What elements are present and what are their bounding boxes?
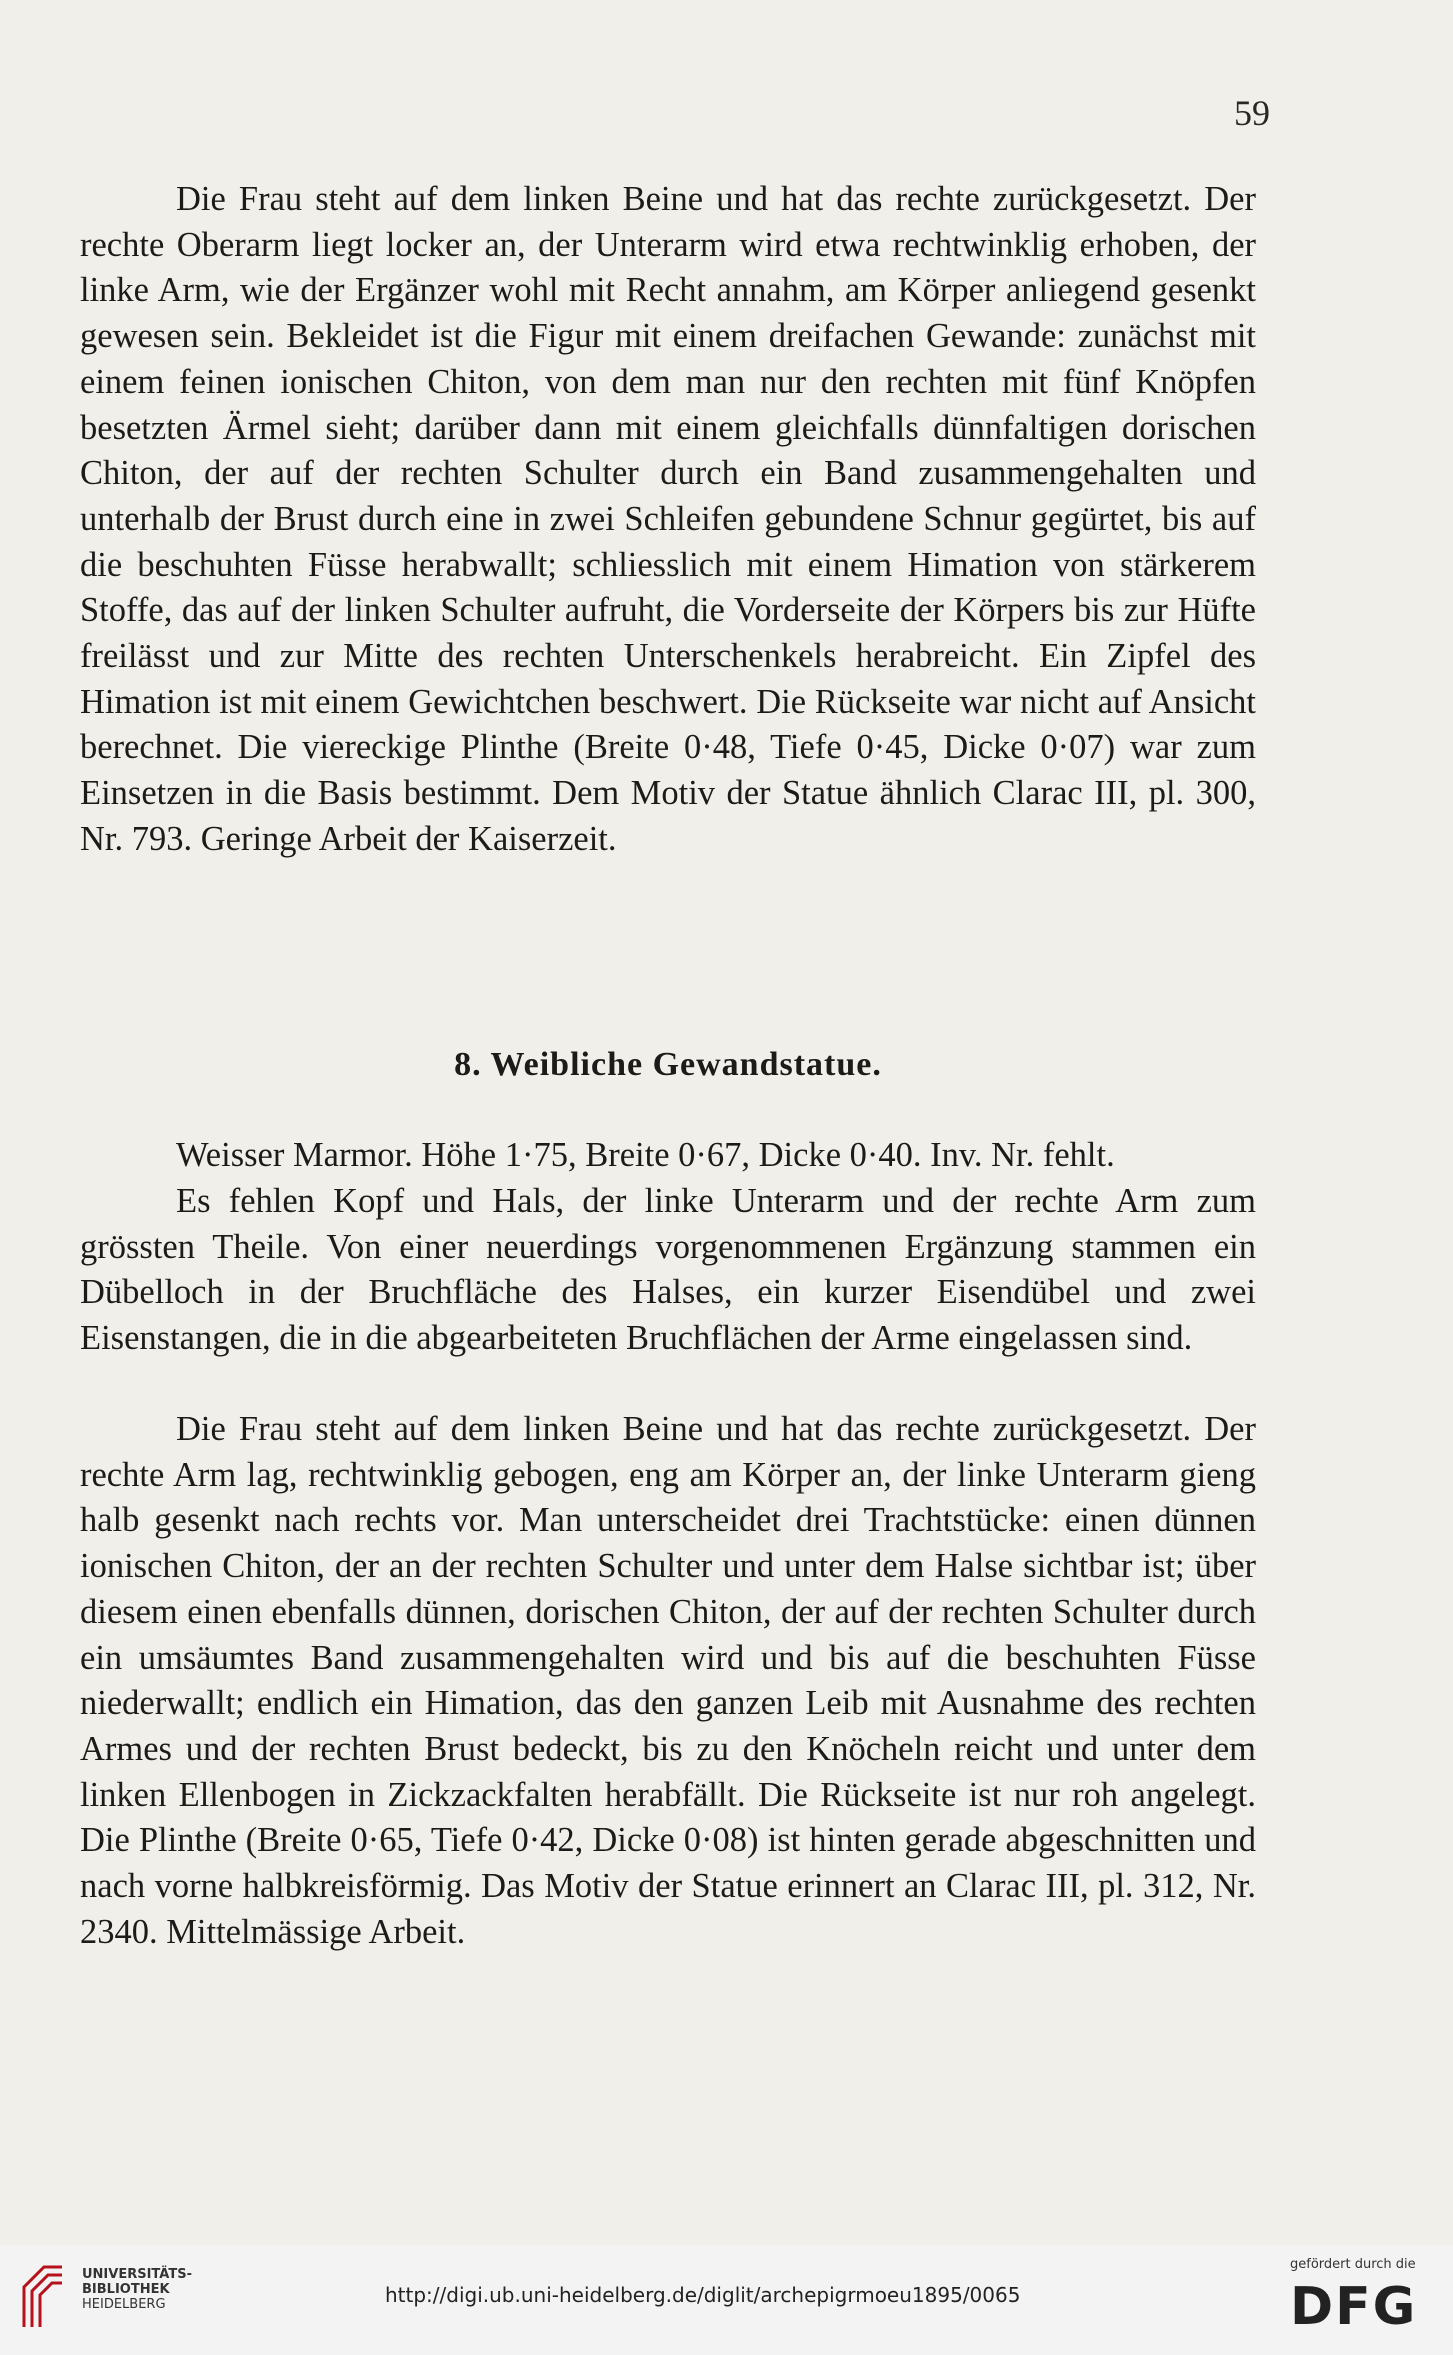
dfg-logo: DFG — [1290, 2277, 1418, 2337]
paragraph-3: Die Frau steht auf dem linken Beine und hat das rechte zurückgesetzt. Der rechte Arm lag, rechtwinklig gebogen, eng am Körper an, der linke Unterarm gieng halb gesenkt nach rechts vor. Man unterscheidet drei Trachtstücke: einen dünnen ionischen Chiton, der an der rechten Schulter und unter dem Halse sichtbar ist; über diesem einen ebenfalls dünnen, dorischen Chiton, der auf der rechten Schulter durch ein umsäumtes Band zusammengehalten wird und bis auf die beschuhten Füsse niederwallt; endlich ein Himation, das den ganzen Leib mit Ausnahme des rechten Armes und der rechten Brust bedeckt, bis zu den Knöcheln reicht und unter dem linken Ellenbogen in Zickzackfalten herabfällt. Die Rückseite ist nur roh angelegt. Die Plinthe (Breite 0·65, Tiefe 0·42, Dicke 0·08) ist hinten gerade abgeschnitten und nach vorne halbkreisförmig. Das Motiv der Statue erinnert an Clarac III, pl. 312, Nr. 2340. Mittelmässige Arbeit. — [80, 1410, 1256, 1951]
footer-bar — [0, 2245, 1453, 2355]
university-library-logo-icon — [20, 2263, 66, 2331]
library-line-1: UNIVERSITÄTS- — [82, 2267, 192, 2282]
page-number: 59 — [1234, 93, 1270, 133]
library-line-3: HEIDELBERG — [82, 2297, 166, 2312]
university-library-name — [82, 2267, 192, 2312]
library-line-2: BIBLIOTHEK — [82, 2282, 170, 2297]
section-heading: 8. Weibliche Gewandstatue. — [454, 1046, 882, 1083]
paragraph-measurements: Weisser Marmor. Höhe 1·75, Breite 0·67, Dicke 0·40. Inv. Nr. fehlt. — [176, 1136, 1115, 1174]
source-url-link[interactable]: http://digi.ub.uni-heidelberg.de/diglit/archepigrmoeu1895/0065 — [385, 2283, 1021, 2307]
paragraph-1: Die Frau steht auf dem linken Beine und hat das rechte zurückgesetzt. Der rechte Oberarm liegt locker an, der Unterarm wird etwa rechtwinklig erhoben, der linke Arm, wie der Ergänzer wohl mit Recht annahm, am Körper anliegend gesenkt gewesen sein. Bekleidet ist die Figur mit einem dreifachen Gewande: zunächst mit einem feinen ionischen Chiton, von dem man nur den rechten mit fünf Knöpfen besetzten Ärmel sieht; darüber dann mit einem gleichfalls dünnfaltigen dorischen Chiton, der auf der rechten Schulter durch ein Band zusammengehalten und unterhalb der Brust durch eine in zwei Schleifen gebundene Schnur gegürtet, bis auf die beschuhten Füsse herabwallt; schliesslich mit einem Himation von stärkerem Stoffe, das auf der linken Schulter aufruht, die Vorderseite der Körpers bis zur Hüfte freilässt und zur Mitte des rechten Unterschenkels herabreicht. Ein Zipfel des Himation ist mit einem Gewichtchen beschwert. Die Rückseite war nicht auf Ansicht berechnet. Die viereckige Plinthe (Breite 0·48, Tiefe 0·45, Dicke 0·07) war zum Einsetzen in die Basis bestimmt. Dem Motiv der Statue ähnlich Clarac III, pl. 300, Nr. 793. Geringe Arbeit der Kaiserzeit. — [80, 180, 1256, 858]
paragraph-2: Es fehlen Kopf und Hals, der linke Unterarm und der rechte Arm zum grössten Theile. Von einer neuerdings vorgenommenen Ergänzung stammen ein Dübelloch in der Bruchfläche des Halses, ein kurzer Eisendübel und zwei Eisenstangen, die in die abgearbeiteten Bruchflächen der Arme eingelassen sind. — [80, 1182, 1256, 1358]
funded-by-label: gefördert durch die — [1290, 2257, 1416, 2272]
